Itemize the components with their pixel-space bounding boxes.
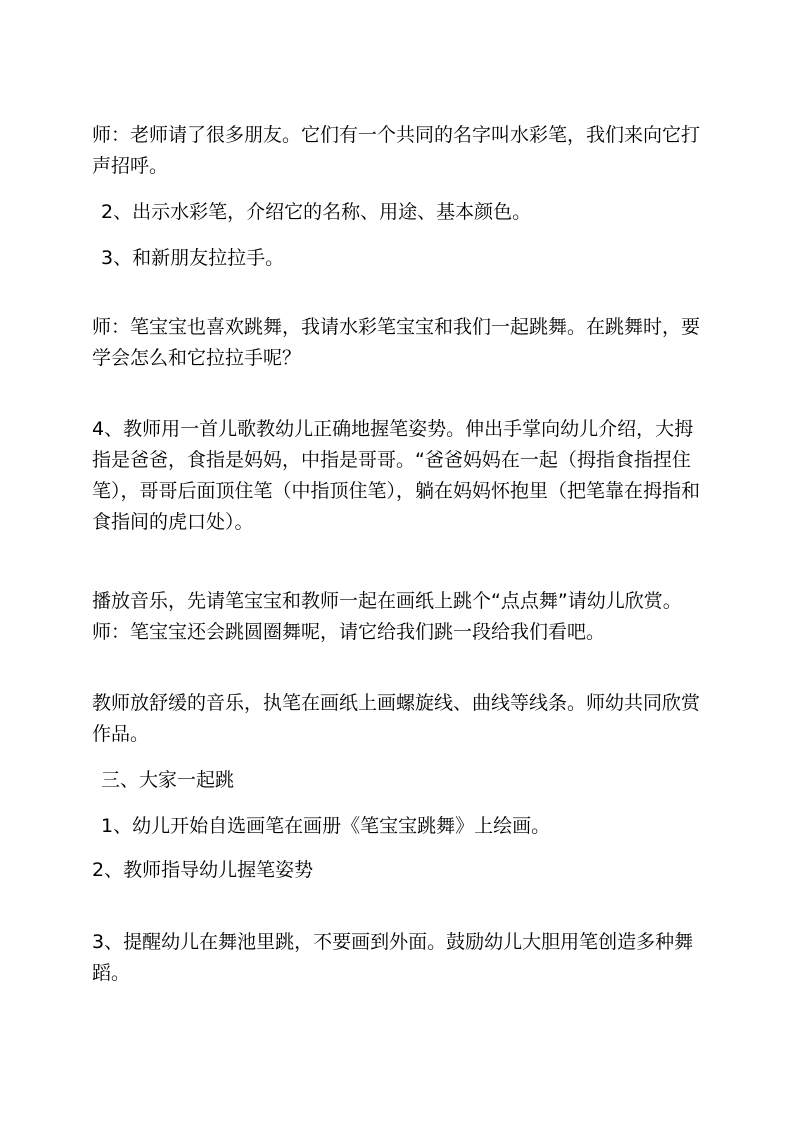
paragraph-sub-3: 3、提醒幼儿在舞池里跳，不要画到外面。鼓励幼儿大胆用笔创造多种舞蹈。 <box>92 931 694 984</box>
paragraph-step-2: 2、出示水彩笔，介绍它的名称、用途、基本颜色。 <box>101 201 532 223</box>
paragraph-sub-2: 2、教师指导幼儿握笔姿势 <box>92 859 314 881</box>
paragraph-teacher-music: 教师放舒缓的音乐，执笔在画纸上画螺旋线、曲线等线条。师幼共同欣赏作品。 <box>92 692 701 745</box>
section-heading-3: 三、大家一起跳 <box>101 769 235 791</box>
paragraph-play-music: 播放音乐，先请笔宝宝和教师一起在画纸上跳个“点点舞”请幼儿欣赏。 师：笔宝宝还会跳圆圈舞呢，请它给我们跳一段给我们看吧。 <box>92 590 682 643</box>
paragraph-sub-1: 1、幼儿开始自选画笔在画册《笔宝宝跳舞》上绘画。 <box>101 815 551 837</box>
paragraph-teacher-dance: 师：笔宝宝也喜欢跳舞，我请水彩笔宝宝和我们一起跳舞。在跳舞时，要学会怎么和它拉拉手呢？ <box>92 316 701 369</box>
paragraph-step-4: 4、教师用一首儿歌教幼儿正确地握笔姿势。伸出手掌向幼儿介绍，大拇指是爸爸，食指是妈妈，中指是哥哥。“爸爸妈妈在一起（拇指食指捏住笔），哥哥后面顶住笔（中指顶住笔），躺在妈妈怀抱里（把笔靠在拇指和食指间的虎口处）。 <box>92 418 701 533</box>
paragraph-teacher-intro: 师：老师请了很多朋友。它们有一个共同的名字叫水彩笔，我们来向它打声招呼。 <box>92 124 701 177</box>
paragraph-step-3: 3、和新朋友拉拉手。 <box>101 247 285 269</box>
